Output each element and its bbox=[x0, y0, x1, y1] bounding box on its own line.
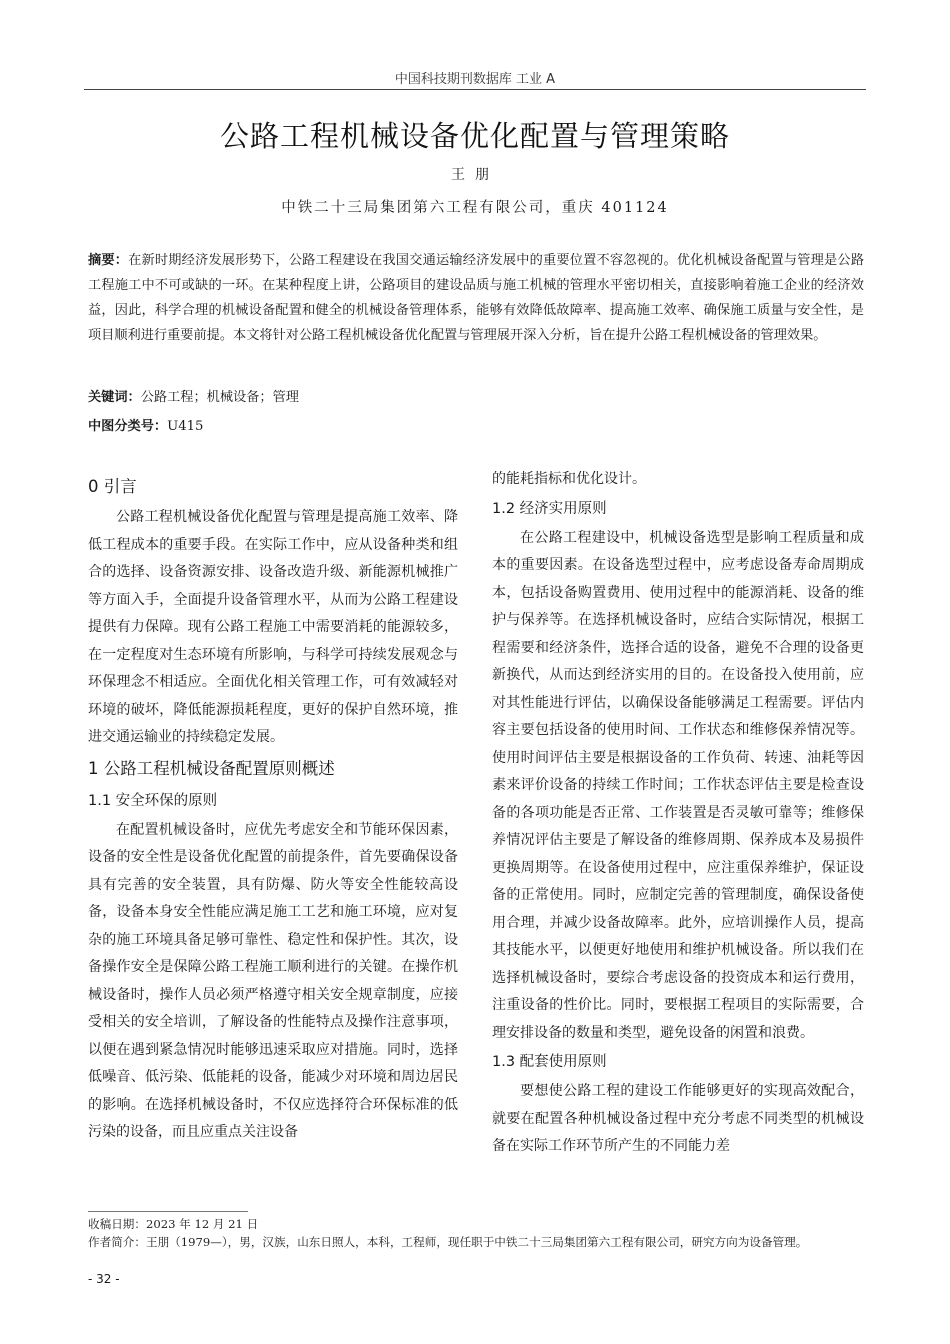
left-column bbox=[88, 470, 458, 1147]
keywords bbox=[88, 386, 299, 405]
section-1-1-paragraph: 在配置机械设备时，应优先考虑安全和节能环保因素，设备的安全性是设备优化配置的前提条件，首先要确保设备具有完善的安全装置，具有防爆、防火等安全性能较高设备，设备本身安全性能应满足施工工艺和施工环境，应对复杂的施工环境具备足够可靠性、稳定性和保护性。其次，设备操作安全是保障公路工程施工顺利进行的关键。在操作机械设备时，操作人员必须严格遵守相关安全规章制度，应接受相关的安全培训，了解设备的性能特点及操作注意事项，以便在遇到紧急情况时能够迅速采取应对措施。同时，选择低噪音、低污染、低能耗的设备，能减少对环境和周边居民的影响。在选择机械设备时，不仅应选择符合环保标准的低污染的设备，而且应重点关注设备 bbox=[88, 821, 458, 1140]
section-1-2-heading: 1.2 经济实用原则 bbox=[492, 500, 607, 517]
keywords-text: 公路工程；机械设备；管理 bbox=[140, 390, 299, 405]
section-1-3-paragraph: 要想使公路工程的建设工作能够更好的实现高效配合，就要在配置各种机械设备过程中充分考虑不同类型的机械设备在实际工作环节所产生的不同能力差 bbox=[492, 1083, 864, 1154]
right-column bbox=[492, 466, 864, 1161]
keywords-label: 关键词： bbox=[88, 390, 141, 405]
abstract-label: 摘要： bbox=[88, 253, 129, 268]
classification-label: 中图分类号： bbox=[88, 419, 168, 434]
author-bio: 作者简介：王朋（1979—），男，汉族，山东日照人，本科，工程师，现任职于中铁二十三局集团第六工程有限公司，研究方向为设备管理。 bbox=[88, 1235, 808, 1249]
section-1-heading: 1 公路工程机械设备配置原则概述 bbox=[88, 758, 335, 778]
section-0-paragraph: 公路工程机械设备优化配置与管理是提高施工效率、降低工程成本的重要手段。在实际工作中，应从设备种类和组合的选择、设备资源安排、设备改造升级、新能源机械推广等方面入手，全面提升设备管理水平，从而为公路工程建设提供有力保障。现有公路工程施工中需要消耗的能源较多，在一定程度对生态环境有所影响，与科学可持续发展观念与环保理念不相适应。全面优化相关管理工作，可有效减轻对环境的破坏，降低能源损耗程度，更好的保护自然环境，推进交通运输业的持续稳定发展。 bbox=[88, 509, 458, 745]
classification-text: U415 bbox=[167, 419, 204, 434]
section-1-2-paragraph: 在公路工程建设中，机械设备选型是影响工程质量和成本的重要因素。在设备选型过程中，应考虑设备寿命周期成本，包括设备购置费用、使用过程中的能源消耗、设备的维护与保养等。在选择机械设备时，应结合实际情况，根据工程需要和经济条件，选择合适的设备，避免不合理的设备更新换代，从而达到经济实用的目的。在设备投入使用前，应对其性能进行评估，以确保设备能够满足工程需要。评估内容主要包括设备的使用时间、工作状态和维修保养情况等。使用时间评估主要是根据设备的工作负荷、转速、油耗等因素来评价设备的持续工作时间；工作状态评估主要是检查设备的各项功能是否正常、工作装置是否灵敏可靠等；维修保养情况评估主要是了解设备的维修周期、保养成本及易损件更换周期等。在设备使用过程中，应注重保养维护，保证设备的正常使用。同时，应制定完善的管理制度，确保设备使用合理，并减少设备故障率。此外，应培训操作人员，提高其技能水平，以便更好地使用和维护机械设备。所以我们在选择机械设备时，要综合考虑设备的投资成本和运行费用，注重设备的性价比。同时，要根据工程项目的实际需要，合理安排设备的数量和类型，避免设备的闲置和浪费。 bbox=[492, 529, 864, 1041]
section-0-heading: 0 引言 bbox=[88, 477, 137, 496]
received-date: 收稿日期：2023 年 12 月 21 日 bbox=[88, 1217, 259, 1231]
author-affiliation: 中铁二十三局集团第六工程有限公司，重庆 401124 bbox=[281, 200, 669, 216]
author-name: 王朋 bbox=[451, 167, 499, 183]
page-number: - 32 - bbox=[88, 1272, 120, 1286]
classification bbox=[88, 415, 203, 434]
section-1-3-heading: 1.3 配套使用原则 bbox=[492, 1054, 607, 1070]
section-1-1-continuation: 的能耗指标和优化设计。 bbox=[492, 471, 646, 487]
abstract bbox=[88, 248, 864, 348]
running-header: 中国科技期刊数据库 工业 A bbox=[394, 72, 556, 87]
article-title: 公路工程机械设备优化配置与管理策略 bbox=[219, 119, 730, 153]
section-1-1-heading: 1.1 安全环保的原则 bbox=[88, 792, 218, 809]
footnote-rule bbox=[88, 1211, 248, 1212]
header-rule bbox=[84, 89, 866, 90]
abstract-text: 在新时期经济发展形势下，公路工程建设在我国交通运输经济发展中的重要位置不容忽视的。优化机械设备配置与管理是公路工程施工中不可或缺的一环。在某种程度上讲，公路项目的建设品质与施工机械的管理水平密切相关，直接影响着施工企业的经济效益，因此，科学合理的机械设备配置和健全的机械设备管理体系，能够有效降低故障率、提高施工效率、确保施工质量与安全性，是项目顺利进行重要前提。本文将针对公路工程机械设备优化配置与管理展开深入分析，旨在提升公路工程机械设备的管理效果。 bbox=[88, 253, 865, 343]
